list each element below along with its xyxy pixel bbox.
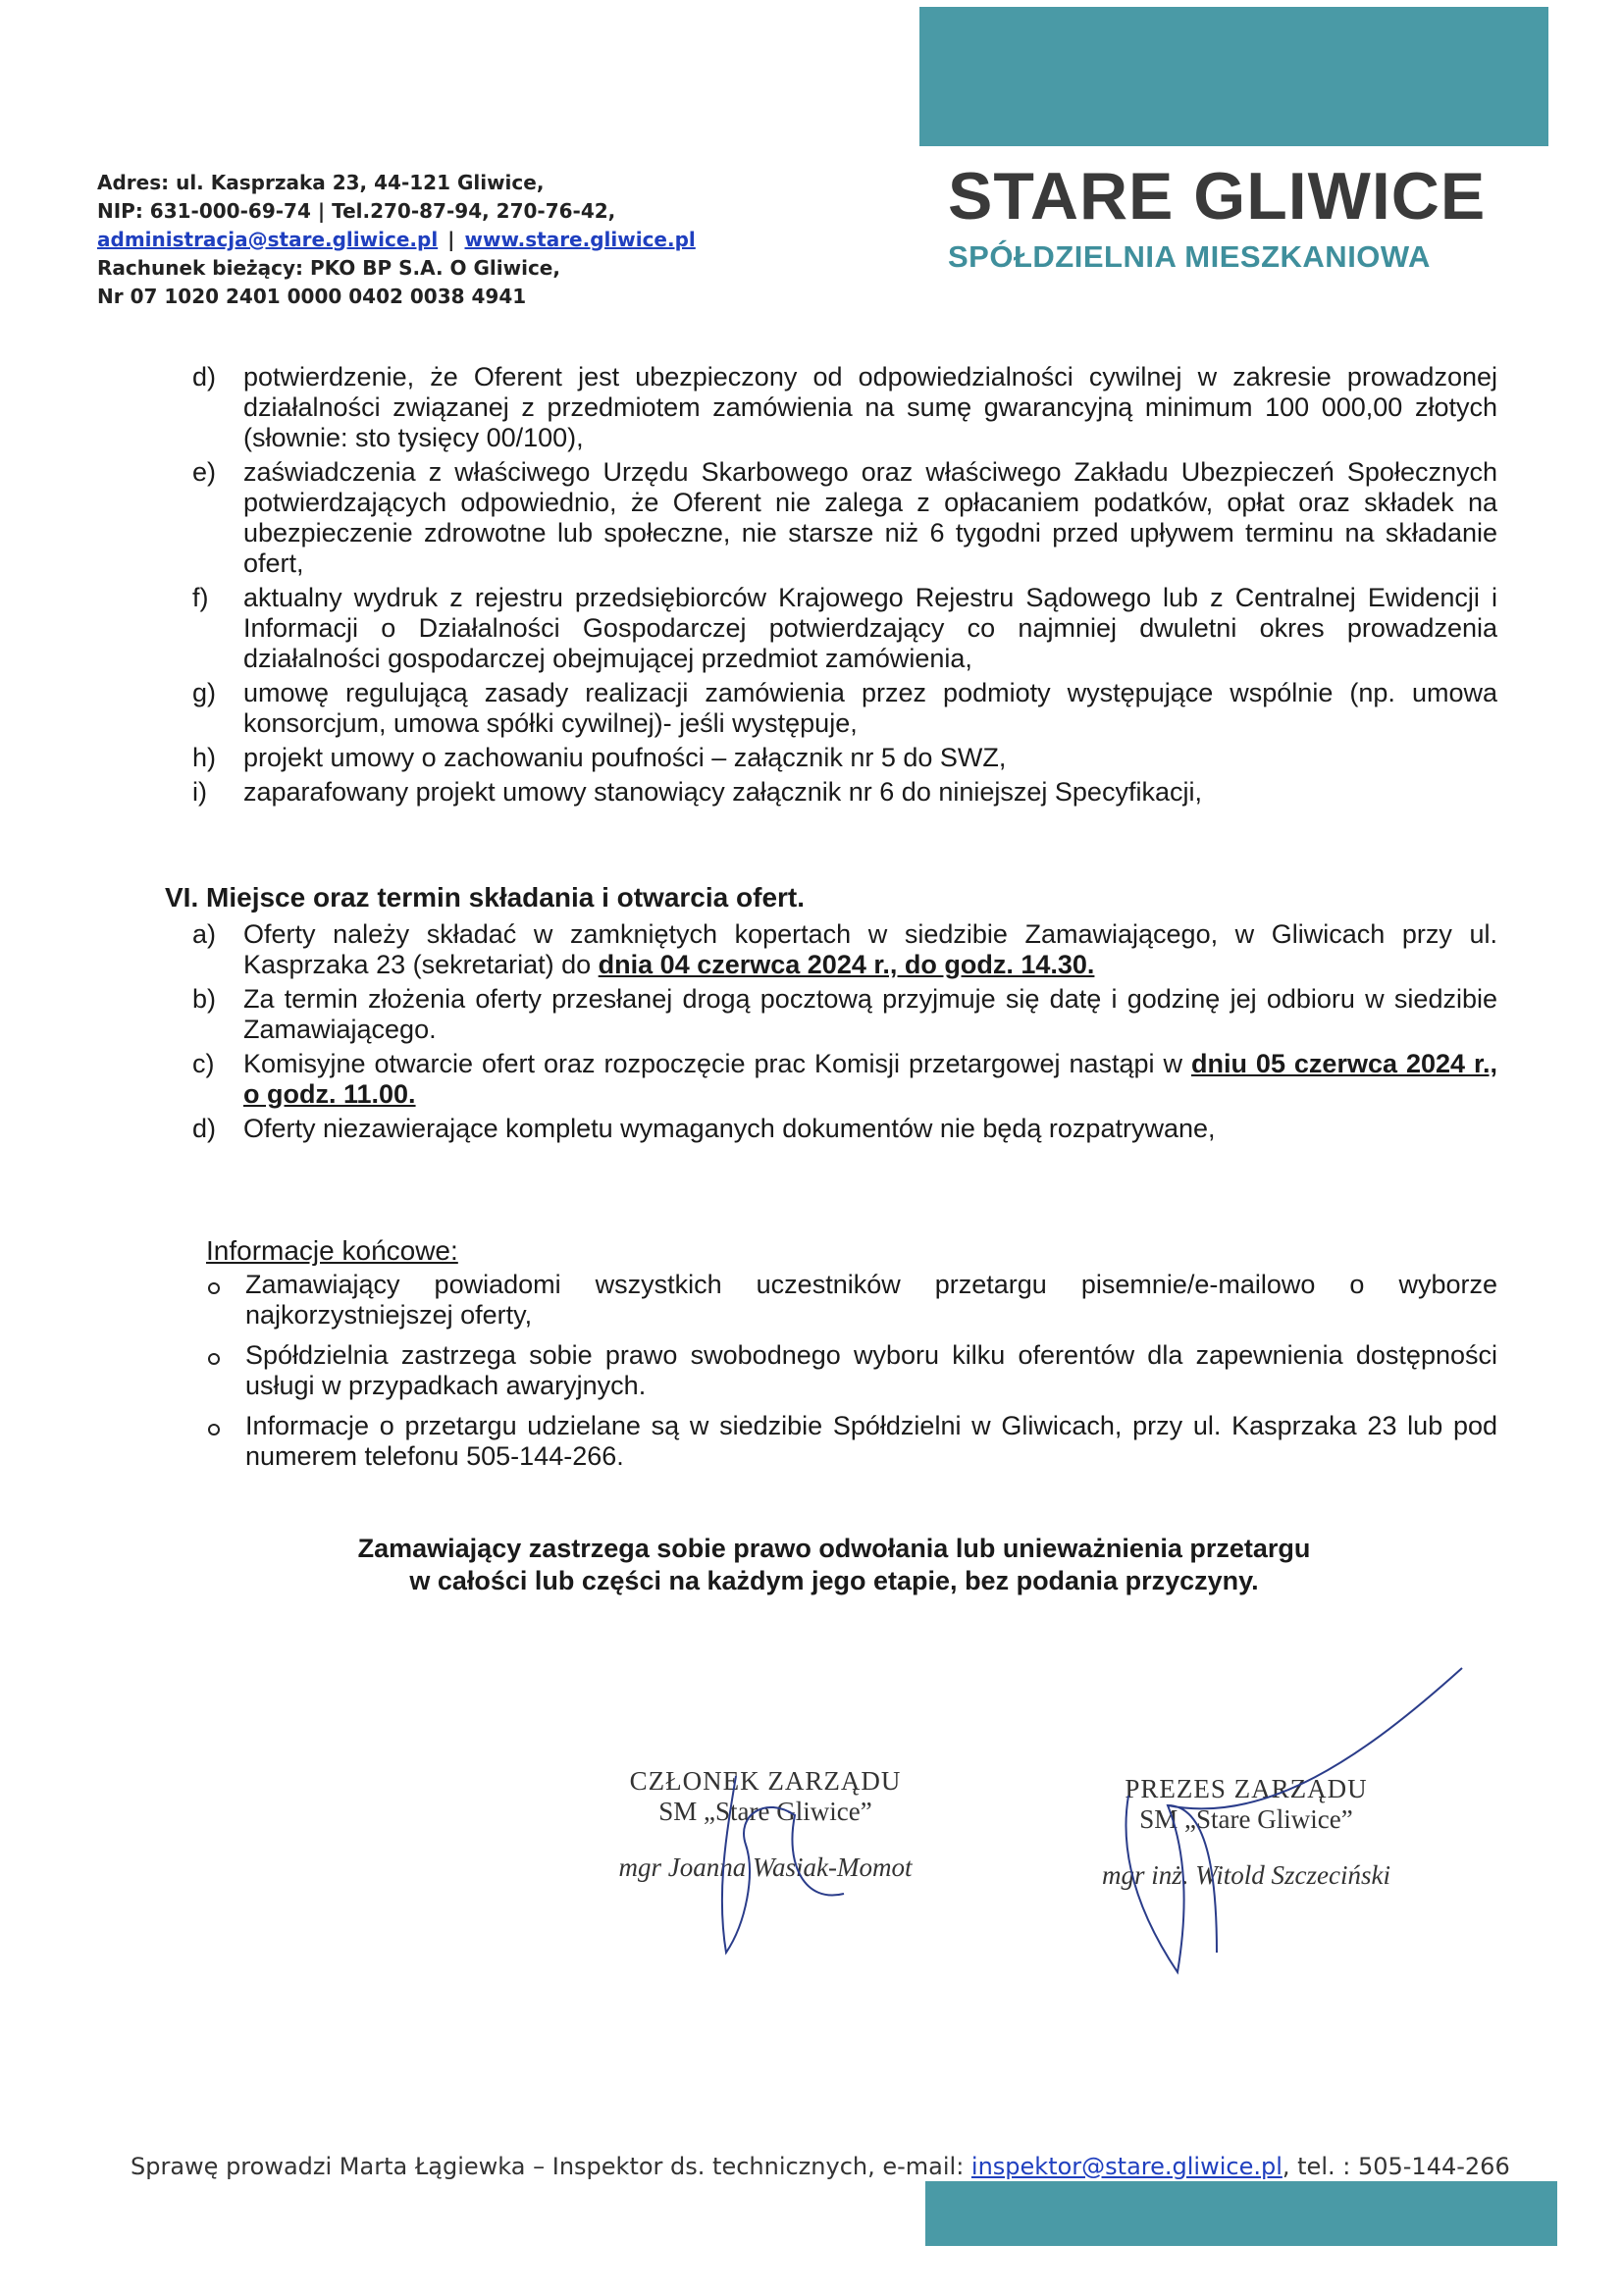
item-text xyxy=(243,1049,1497,1110)
footer-email-link[interactable]: inspektor@stare.gliwice.pl xyxy=(970,2153,1283,2180)
item-letter: b) xyxy=(192,984,217,1014)
final-info-list xyxy=(206,1270,1497,1482)
list-item xyxy=(192,777,1497,808)
signature-role: CZŁONEK ZARZĄDU xyxy=(629,1766,902,1796)
closing-line: Zamawiający zastrzega sobie prawo odwołania lub unieważnienia przetargu xyxy=(357,1534,1311,1563)
deadline-date: dnia 04 czerwca 2024 r., do godz. 14.30. xyxy=(598,950,1095,979)
list-item xyxy=(192,457,1497,579)
final-info-heading: Informacje końcowe: xyxy=(206,1235,458,1266)
signature-org: SM „Stare Gliwice” xyxy=(1139,1804,1353,1834)
bullet-icon xyxy=(208,1282,220,1294)
signature-name: mgr inż. Witold Szczeciński xyxy=(1102,1860,1390,1890)
list-item xyxy=(192,919,1497,980)
bullet-icon xyxy=(208,1353,220,1365)
list-item xyxy=(192,678,1497,739)
email-link[interactable]: administracja@stare.gliwice.pl xyxy=(97,228,439,251)
list-item xyxy=(192,362,1497,453)
section-vi-list xyxy=(192,919,1497,1144)
footer-contact xyxy=(131,2153,1510,2180)
list-item xyxy=(192,743,1497,773)
list-item xyxy=(192,984,1497,1045)
item-text: Za termin złożenia oferty przesłanej drogą pocztową przyjmuje się datę i godzinę jej odbioru w siedzibie Zamawiającego. xyxy=(243,984,1497,1044)
item-letter: h) xyxy=(192,743,217,772)
opening-date: dniu 05 czerwca 2024 r., o godz. 11.00. xyxy=(243,1049,1497,1109)
bullet-text: Informacje o przetargu udzielane są w siedzibie Spółdzielni w Gliwicach, przy ul. Kasprzaka 23 lub pod numerem telefonu 505-144-266. xyxy=(245,1411,1497,1471)
handwritten-signature-right xyxy=(1070,1658,1482,1982)
address-line: Adres: ul. Kasprzaka 23, 44-121 Gliwice, xyxy=(97,171,545,194)
item-text: zaparafowany projekt umowy stanowiący załącznik nr 6 do niniejszej Specyfikacji, xyxy=(243,777,1202,807)
handwritten-signature-left xyxy=(677,1756,873,1962)
item-text-main: Komisyjne otwarcie ofert oraz rozpoczęcie prac Komisji przetargowej nastąpi w xyxy=(243,1049,1191,1078)
address-block xyxy=(97,169,696,311)
item-text: potwierdzenie, że Oferent jest ubezpieczony od odpowiedzialności cywilnej w zakresie prowadzonej działalności związanej z przedmiotem zamówienia na sumę gwarancyjną minimum 100 000,00 złotych (słownie: sto tysięcy 00/100), xyxy=(243,362,1497,452)
website-link[interactable]: www.stare.gliwice.pl xyxy=(464,228,696,251)
item-letter: a) xyxy=(192,919,217,949)
contact-line xyxy=(97,226,696,254)
item-letter: d) xyxy=(192,362,217,391)
item-text: umowę regulującą zasady realizacji zamówienia przez podmioty występujące wspólnie (np. umowa konsorcjum, umowa spółki cywilnej)- jeśli występuje, xyxy=(243,678,1497,738)
bullet-text: Zamawiający powiadomi wszystkich uczestników przetargu pisemnie/e-mailowo o wyborze najkorzystniejszej oferty, xyxy=(245,1270,1497,1330)
logo-title: STARE GLIWICE xyxy=(948,159,1487,234)
bullet-item xyxy=(206,1270,1497,1331)
list-item xyxy=(192,583,1497,674)
bullet-icon xyxy=(208,1424,220,1435)
signature-name: mgr Joanna Wasiak-Momot xyxy=(618,1852,913,1882)
item-letter: c) xyxy=(192,1049,215,1078)
section-title: VI. Miejsce oraz termin składania i otwarcia ofert. xyxy=(165,882,806,913)
account-line: Rachunek bieżący: PKO BP S.A. O Gliwice, xyxy=(97,256,560,280)
list-item xyxy=(192,1114,1497,1144)
bullet-text: Spółdzielnia zastrzega sobie prawo swobodnego wyboru kilku oferentów dla zapewnienia dostępności usługi w przypadkach awaryjnych. xyxy=(245,1340,1497,1400)
bullet-item xyxy=(206,1411,1497,1472)
item-text: Oferty niezawierające kompletu wymaganych dokumentów nie będą rozpatrywane, xyxy=(243,1114,1216,1143)
closing-line: w całości lub części na każdym jego etapie, bez podania przyczyny. xyxy=(409,1566,1259,1595)
item-letter: g) xyxy=(192,678,217,707)
header-color-bar xyxy=(919,7,1548,146)
nip-tel-line: NIP: 631-000-69-74 | Tel.270-87-94, 270-76-42, xyxy=(97,199,616,223)
closing-statement xyxy=(196,1533,1472,1597)
item-text: zaświadczenia z właściwego Urzędu Skarbowego oraz właściwego Zakładu Ubezpieczeń Społecznych potwierdzających odpowiednio, że Oferent nie zalega z opłacaniem podatków, opłat oraz składek na ubezpieczenie zdrowotne lub społeczne, nie starsze niż 6 tygodni przed upływem terminu na składanie ofert, xyxy=(243,457,1497,578)
item-text: projekt umowy o zachowaniu poufności – załącznik nr 5 do SWZ, xyxy=(243,743,1007,772)
signature-role: PREZES ZARZĄDU xyxy=(1125,1774,1368,1803)
item-text xyxy=(243,919,1497,980)
logo-subtitle: SPÓŁDZIELNIA MIESZKANIOWA xyxy=(948,239,1431,274)
list-item xyxy=(192,1049,1497,1110)
item-text: aktualny wydruk z rejestru przedsiębiorców Krajowego Rejestru Sądowego lub z Centralnej Ewidencji i Informacji o Działalności Gospodarczej potwierdzający co najmniej dwuletni okres prowadzenia działalności gospodarczej obejmującej przedmiot zamówienia, xyxy=(243,583,1497,673)
item-letter: i) xyxy=(192,777,207,807)
documents-list xyxy=(192,362,1497,808)
separator: | xyxy=(447,228,455,251)
item-letter: d) xyxy=(192,1114,217,1143)
signature-org: SM „Stare Gliwice” xyxy=(658,1797,872,1826)
footer-tel: , tel. : 505-144-266 xyxy=(1282,2153,1510,2180)
item-text-main: Oferty należy składać w zamkniętych kopertach w siedzibie Zamawiającego, w Gliwicach przy ul. Kasprzaka 23 (sekretariat) do xyxy=(243,919,1497,979)
footer-text: Sprawę prowadzi Marta Łągiewka – Inspektor ds. technicznych, e-mail: xyxy=(131,2153,971,2180)
account-number: Nr 07 1020 2401 0000 0402 0038 4941 xyxy=(97,285,527,308)
footer-color-bar xyxy=(925,2181,1557,2246)
item-letter: e) xyxy=(192,457,217,487)
bullet-item xyxy=(206,1340,1497,1401)
item-letter: f) xyxy=(192,583,209,612)
